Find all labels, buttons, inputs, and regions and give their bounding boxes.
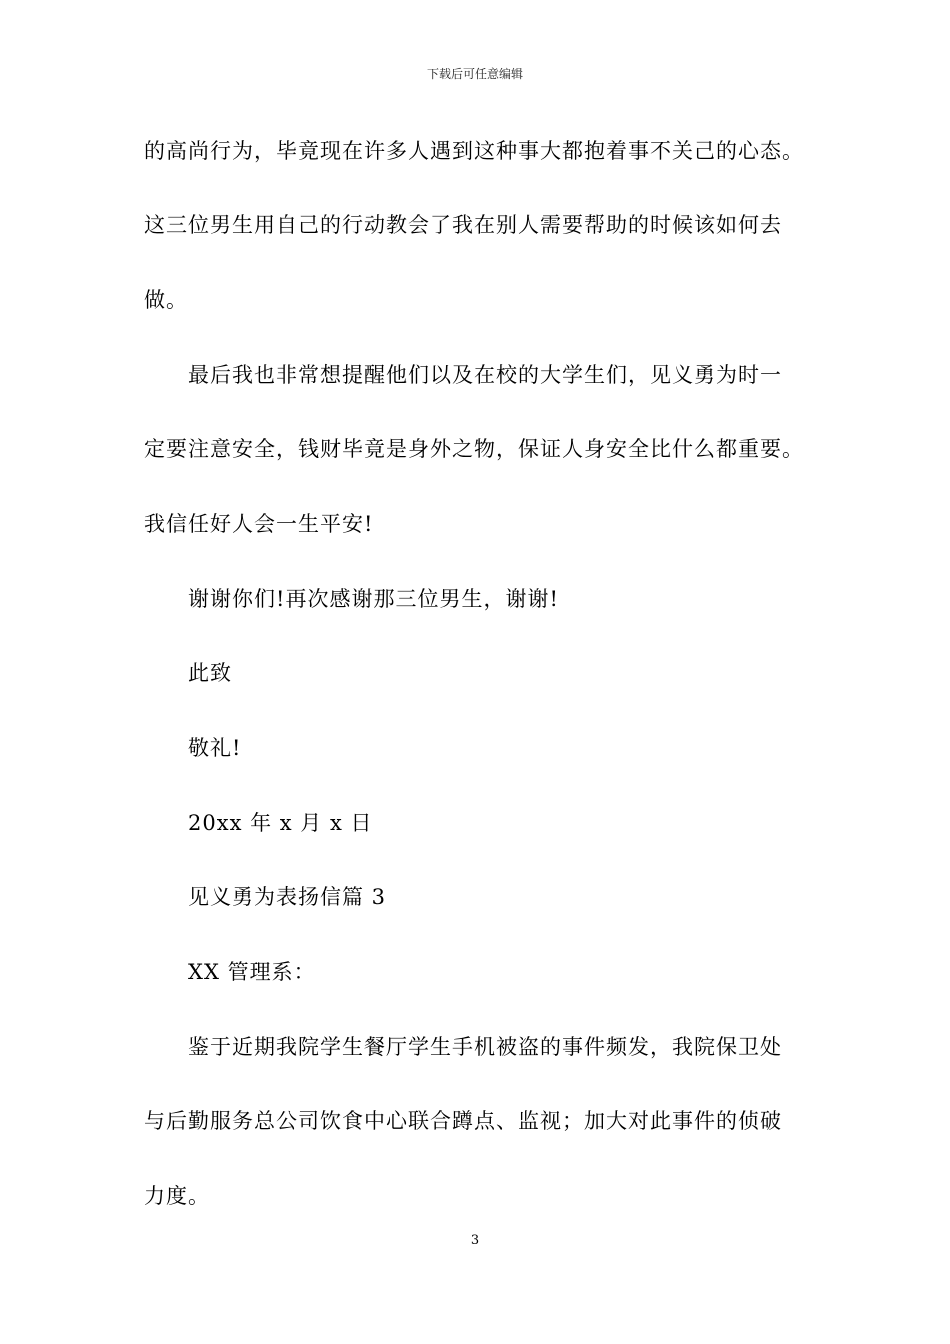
closing-regards: 敬礼! — [188, 736, 242, 760]
closing-salutation: 此致 — [188, 661, 232, 685]
body-text-line: 与后勤服务总公司饮食中心联合蹲点、监视；加大对此事件的侦破 — [144, 1109, 782, 1133]
body-text-line: 谢谢你们!再次感谢那三位男生，谢谢! — [188, 587, 559, 611]
body-text-line: 这三位男生用自己的行动教会了我在别人需要帮助的时候该如何去 — [144, 213, 782, 237]
body-text-line: 最后我也非常想提醒他们以及在校的大学生们，见义勇为时一 — [188, 363, 782, 387]
section-title: 见义勇为表扬信篇 3 — [188, 885, 387, 909]
body-text-line: 我信任好人会一生平安! — [144, 512, 374, 536]
letter-recipient: XX 管理系： — [188, 960, 316, 984]
body-text-line: 做。 — [144, 288, 188, 312]
body-text-line: 鉴于近期我院学生餐厅学生手机被盗的事件频发，我院保卫处 — [188, 1035, 782, 1059]
page-header-note: 下载后可任意编辑 — [426, 67, 523, 81]
letter-date: 20xx 年 x 月 x 日 — [188, 811, 373, 835]
page-number: 3 — [470, 1233, 480, 1248]
body-text-line: 定要注意安全，钱财毕竟是身外之物，保证人身安全比什么都重要。 — [144, 437, 804, 461]
body-text-line: 的高尚行为，毕竟现在许多人遇到这种事大都抱着事不关己的心态。 — [144, 139, 804, 163]
body-text-line: 力度。 — [144, 1184, 210, 1208]
